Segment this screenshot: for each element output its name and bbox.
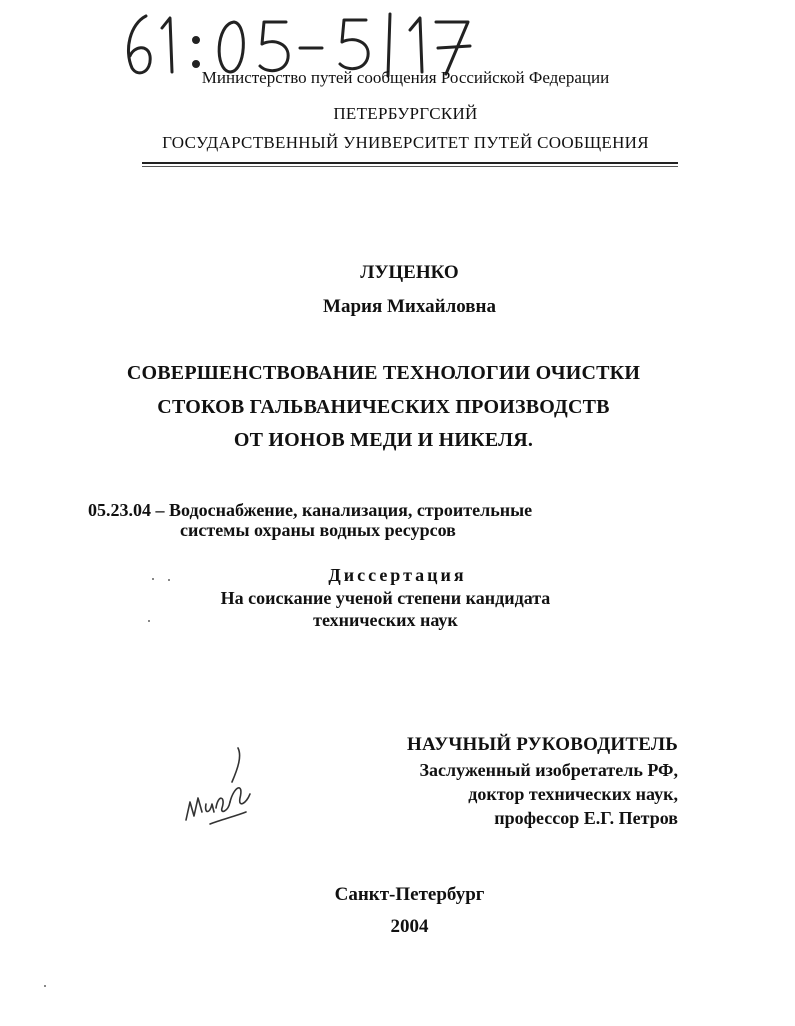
author-first-names: Мария Михайловна bbox=[323, 296, 496, 317]
thesis-title-line-1: СОВЕРШЕНСТВОВАНИЕ ТЕХНОЛОГИИ ОЧИСТКИ bbox=[126, 362, 641, 384]
thesis-title-line-3: ОТ ИОНОВ МЕДИ И НИКЕЛЯ. bbox=[233, 429, 534, 451]
scan-speck bbox=[152, 578, 154, 580]
specialty-line-2: системы охраны водных ресурсов bbox=[180, 520, 456, 540]
supervisor-line-1: Заслуженный изобретатель РФ, bbox=[419, 760, 678, 780]
degree-line-2: технических наук bbox=[313, 610, 458, 630]
specialty-line-1: 05.23.04 – Водоснабжение, канализация, строительные bbox=[88, 500, 533, 520]
supervisor-line-2: доктор технических наук, bbox=[468, 784, 678, 804]
university-line-1: ПЕТЕРБУРГСКИЙ bbox=[333, 104, 478, 123]
header-divider bbox=[142, 162, 678, 164]
university-line-2: ГОСУДАРСТВЕННЫЙ УНИВЕРСИТЕТ ПУТЕЙ СООБЩЕНИЯ bbox=[162, 133, 649, 152]
city: Санкт-Петербург bbox=[334, 884, 485, 905]
supervisor-line-3: профессор Е.Г. Петров bbox=[494, 808, 678, 828]
year: 2004 bbox=[390, 916, 429, 937]
scan-speck bbox=[148, 620, 150, 622]
scan-speck bbox=[168, 579, 170, 581]
author-last-name: ЛУЦЕНКО bbox=[360, 262, 459, 283]
dissertation-label: Диссертация bbox=[328, 565, 467, 585]
scan-speck bbox=[44, 985, 46, 987]
supervisor-heading: НАУЧНЫЙ РУКОВОДИТЕЛЬ bbox=[406, 734, 678, 755]
degree-line-1: На соискание ученой степени кандидата bbox=[220, 588, 551, 608]
thesis-title-line-2: СТОКОВ ГАЛЬВАНИЧЕСКИХ ПРОИЗВОДСТВ bbox=[157, 396, 610, 418]
supervisor-block bbox=[407, 732, 678, 830]
header-divider-thin bbox=[142, 166, 678, 167]
handwritten-signature bbox=[180, 742, 260, 832]
ministry-line: Министерство путей сообщения Российской Федерации bbox=[201, 68, 610, 87]
